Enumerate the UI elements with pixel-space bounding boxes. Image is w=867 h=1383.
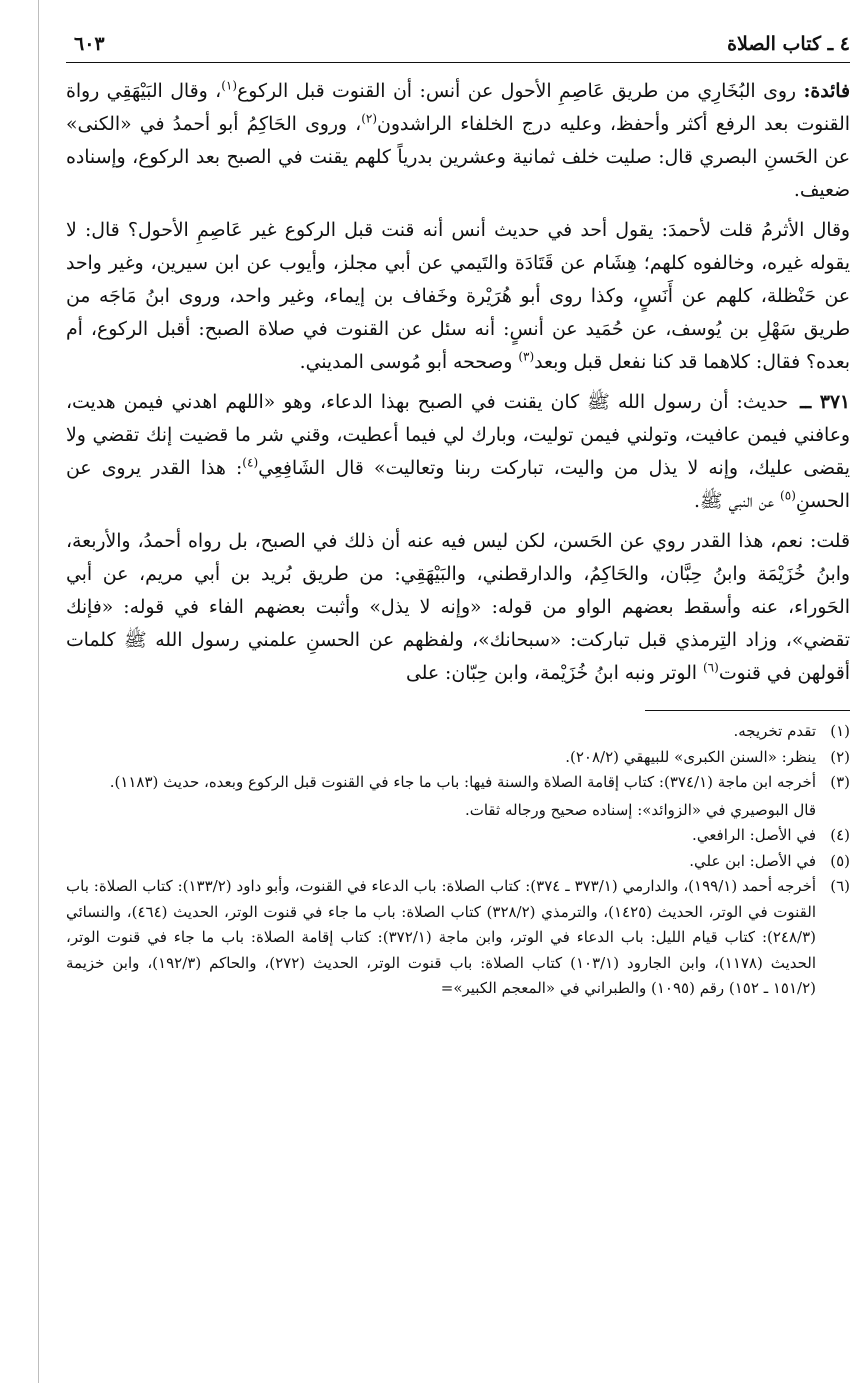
main-text	[66, 75, 850, 690]
header-rule	[66, 62, 850, 63]
paragraph-text: ، وقال البَيْهَقِي رواة القنوت بعد الرفع أكثر وأحفظ، وعليه درج الخلفاء الراشدون	[66, 81, 850, 135]
footnote-item	[66, 823, 850, 849]
footnotes	[66, 719, 850, 1002]
running-title: ٤ ـ كتاب الصلاة	[727, 33, 850, 55]
footnote-ref: (٣)	[518, 349, 535, 364]
paragraph-text: : هذا القدر يروى عن الحسنِ	[66, 458, 850, 512]
paragraph-text: قلت: نعم، هذا القدر روي عن الحَسن، لكن ليس فيه عنه أن ذلك في الصبح، بل رواه أحمدُ، والأربعة، وابنُ خُزَيْمَة وابنُ حِبَّان، والحَاكِمُ، والدارقطني، والبَيْهَقِي: من طريق بُريد بن أبي مريم، عن أبي الحَوراء، عنه وأسقط بعضهم الواو من قوله: «وإنه لا يذل» وأثبت بعضهم الفاء في قوله: «فإنك تقضي»، وزاد التِرمذي قبل تباركت: «سبحانك»، ولفظهم عن الحسنِ علمني رسول الله ﷺ كلمات أقولهن في قنوت	[66, 531, 850, 684]
footnote-ref: (١)	[221, 78, 238, 93]
paragraph-text: وصححه أبو مُوسى المديني.	[299, 352, 519, 373]
paragraph-text: ، وروى الحَاكِمُ أبو أحمدُ في «الكنى» عن الحَسنِ البصري قال: صليت خلف ثمانية وعشرين بدرياً كلهم يقنت في الصبح بعد الركوع، وإسناده ضعيف.	[66, 114, 850, 201]
book-page	[66, 30, 850, 1002]
footnote-text: في الأصل: ابن علي.	[689, 851, 816, 870]
footnote-ref: (٦)	[702, 660, 719, 675]
footnote-text: قال البوصيري في «الزوائد»: إسناده صحيح ورجاله ثقات.	[464, 800, 816, 819]
footnote-text: تقدم تخريجه.	[733, 722, 816, 740]
footnote-text: في الأصل: الرافعي.	[692, 826, 816, 844]
footnote-number: (٣)	[830, 773, 850, 791]
paragraph-text: حديث: أن رسول الله ﷺ كان يقنت في الصبح بهذا الدعاء، وهو «اللهم اهدني فيمن هديت، وعافني فيمن عافيت، وتولني فيمن توليت، وبارك لي فيما أعطيت، وقني شر ما قضيت إنك تقضي ولا يقضى عليك، وإنه لا يذل من واليت، تباركت ربنا وتعاليت» قال الشَافِعِي	[66, 392, 851, 479]
page-number: ٦٠٣	[74, 33, 105, 55]
paragraph-text: عن النبي ﷺ.	[693, 491, 781, 512]
paragraph-text: وقال الأثرمُ قلت لأحمدَ: يقول أحد في حديث أنس أنه قنت قبل الركوع غير عَاصِمِ الأحول؟ قال: لا يقوله غيره، وخالفوه كلهم؛ هِشَام عن قَتَادَة والتَيمي عن أبي مجلز، وأيوب عن ابن سيرين، وغير واحد عن حَنْظلة، كلهم عن أَنَسٍ، وكذا روى أبو هُرَيْرة وخَفاف بن إيماء، وغير واحد، وروى ابنُ مَاجَه من طريق سَهْلِ بن يُوسف، عن حُمَيد عن أنسٍ: أنه سئل عن القنوت في صلاة الصبح: أقبل الركوع، أم بعده؟ فقال: كلاهما قد كنا نفعل قبل وبعد	[66, 220, 850, 373]
footnote-ref: (٤)	[242, 455, 259, 470]
footnote-number: (٦)	[830, 877, 850, 895]
footnote-number: (٢)	[830, 747, 850, 766]
footnote-item	[66, 874, 850, 1002]
footnote-ref: (٥)	[780, 488, 796, 503]
footnote-number: (٤)	[830, 826, 850, 844]
footnote-item	[66, 719, 850, 745]
footnote-ref: (٢)	[361, 111, 378, 126]
footnote-item	[66, 849, 850, 875]
footnote-text: أخرجه أحمد (١٩٩/١)، والدارمي (٣٧٣/١ ـ ٣٧٤): كتاب الصلاة: باب الدعاء في القنوت، وأبو داود (١٣٣/٢): كتاب الصلاة: باب القنوت في الوتر، الحديث (١٤٢٥)، والترمذي (٣٢٨/٢) كتاب الصلاة: باب ما جاء في قنوت الوتر، الحديث (٤٦٤)، والنسائي (٢٤٨/٣): كتاب قيام الليل: باب الدعاء في الوتر، وابن ماجة (٣٧٢/١): كتاب إقامة الصلاة: باب ما جاء في قنوت الوتر، الحديث (١١٧٨)، وابن الجارود (١٠٣/١) كتاب الصلاة: باب قنوت الوتر، الحديث (٢٧٢)، والحاكم (١٩٢/٣)، وابن خزيمة (١٥١/٢ ـ ١٥٢) رقم (١٠٩٥) والطبراني في «المعجم الكبير»=	[66, 877, 817, 997]
footnote-text: ينظر: «السنن الكبرى» للبيهقي (٢٠٨/٢).	[565, 747, 816, 766]
footnote-separator	[645, 710, 850, 711]
page-binding-line	[38, 0, 39, 1383]
footnote-number: (١)	[830, 722, 850, 740]
paragraph-qultu	[66, 525, 850, 690]
paragraph-faida	[66, 75, 850, 207]
footnote-text: أخرجه ابن ماجة (٣٧٤/١): كتاب إقامة الصلاة والسنة فيها: باب ما جاء في القنوت قبل الركوع وبعده، حديث (١١٨٣).	[109, 773, 816, 791]
paragraph-text: روى البُخَارِي من طريق عَاصِمِ الأحول عن أنس: أن القنوت قبل الركوع	[237, 81, 804, 102]
page-header	[66, 30, 850, 58]
paragraph-text: الوتر ونبه ابنُ خُزَيْمة، وابن حِبّان: على	[405, 663, 703, 684]
paragraph-lead: فائدة:	[803, 80, 851, 102]
paragraph-hadith-371	[66, 386, 850, 518]
footnote-item	[66, 745, 850, 771]
paragraph-athram	[66, 214, 850, 379]
hadith-number: ٣٧١ ــ	[800, 391, 851, 413]
footnote-number: (٥)	[830, 851, 850, 870]
footnote-item	[66, 770, 850, 823]
